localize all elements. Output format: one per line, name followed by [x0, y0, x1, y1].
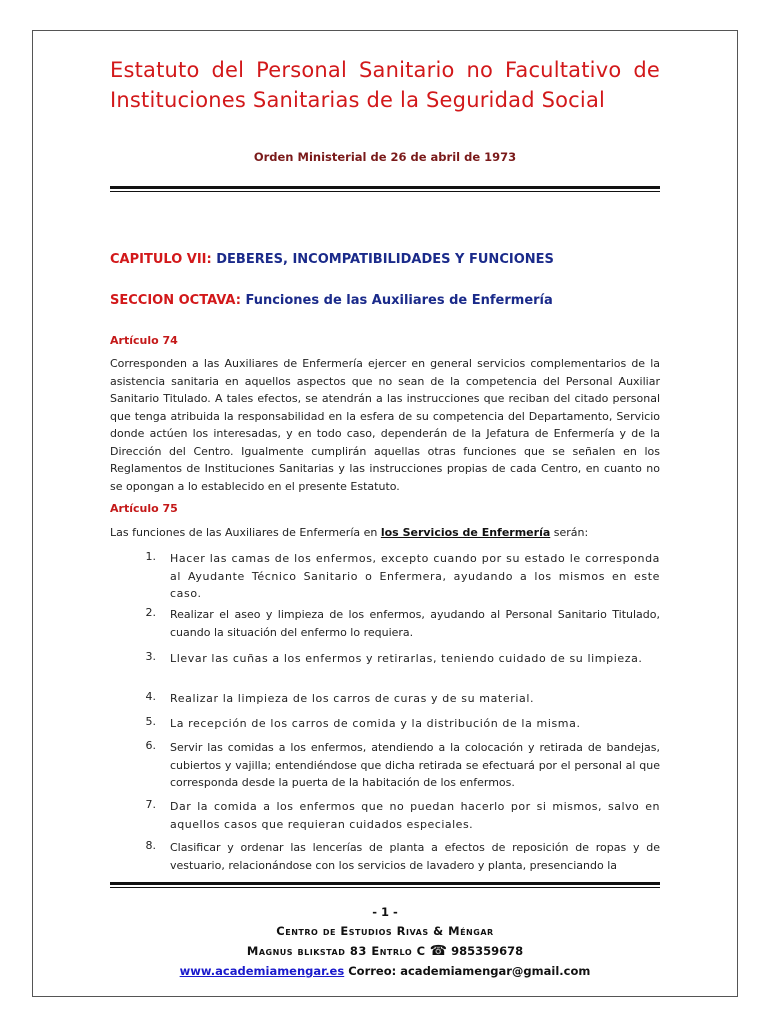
phone-number: 985359678	[451, 944, 524, 958]
header-divider	[110, 186, 660, 192]
list-item: 8. Clasificar y ordenar las lencerías de planta a efectos de reposición de ropas y de vestuario, relacionándose con los servicios de lavadero y planta, presenciando la	[145, 839, 660, 872]
document-title: Estatuto del Personal Sanitario no Facultativo de Instituciones Sanitarias de la Seguridad Social	[110, 58, 660, 112]
article-75-heading: Artículo 75	[110, 502, 178, 515]
intro-text-after: serán:	[550, 526, 589, 539]
article-74-body: Corresponden a las Auxiliares de Enfermería ejercer en general servicios complementarios de la asistencia sanitaria en aquellos aspectos que no sean de la competencia del Personal Auxiliar Sanitario Titulado. A tales efectos, se atendrán a las instrucciones que reciban del citado personal que tenga atribuida la responsabilidad en la esfera de su competencia del Departamento, Servicio donde actúen los interesadas, y en todo caso, dependerán de la Jefatura de Enfermería y de la Dirección del Centro. Igualmente cumplirán aquellas otras funciones que se señalen en los Reglamentos de Instituciones Sanitarias y las instrucciones propias de cada Centro, en cuanto no se opongan a lo establecido en el presente Estatuto.	[110, 357, 660, 493]
list-item: 1. Hacer las camas de los enfermos, excepto cuando por su estado le corresponda al Ayudante Técnico Sanitario o Enfermera, ayudando a los mismos en este caso.	[145, 550, 660, 600]
section-label: SECCION OCTAVA:	[110, 293, 241, 308]
list-item: 5. La recepción de los carros de comida y la distribución de la misma.	[145, 715, 581, 730]
chapter-label: CAPITULO VII:	[110, 252, 212, 267]
document-subtitle: Orden Ministerial de 26 de abril de 1973	[253, 150, 517, 164]
list-item: 3. Llevar las cuñas a los enfermos y retirarlas, teniendo cuidado de su limpieza.	[145, 650, 643, 665]
article-74-heading: Artículo 74	[110, 334, 178, 347]
list-item: 6. Servir las comidas a los enfermos, atendiendo a la colocación y retirada de bandejas, cubiertos y vajilla; entendiéndose que dicha retirada se efectuará por el personal al que corresponda desde la puerta de la habitación de los enfermos.	[145, 739, 660, 789]
section-heading	[110, 293, 553, 308]
chapter-heading	[110, 252, 554, 267]
email-label: Correo:	[348, 964, 397, 978]
footer-center-name: Centro de Estudios Rivas & Méngar	[276, 924, 494, 938]
chapter-title: DEBERES, INCOMPATIBILIDADES Y FUNCIONES	[216, 252, 554, 267]
list-item: 7. Dar la comida a los enfermos que no puedan hacerlo por si mismos, salvo en aquellos casos que requieran cuidados especiales.	[145, 798, 660, 831]
article-75-intro	[110, 526, 660, 539]
footer-contact	[110, 964, 660, 978]
list-item: 4. Realizar la limpieza de los carros de curas y de su material.	[145, 690, 535, 705]
section-title: Funciones de las Auxiliares de Enfermería	[245, 293, 553, 308]
footer-divider	[110, 882, 660, 888]
page-number: - 1 -	[372, 905, 398, 919]
email-address[interactable]: academiamengar@gmail.com	[400, 964, 591, 978]
website-link[interactable]: www.academiamengar.es	[179, 964, 345, 978]
list-item: 2. Realizar el aseo y limpieza de los enfermos, ayudando al Personal Sanitario Titulado, cuando la situación del enfermo lo requiera.	[145, 606, 660, 639]
footer-address: Magnus blikstad 83 Entrlo C ☎ 985359678	[246, 943, 524, 959]
phone-icon: ☎	[429, 943, 448, 959]
intro-text-before: Las funciones de las Auxiliares de Enfermería en	[110, 526, 381, 539]
servicios-enfermeria-link[interactable]: los Servicios de Enfermería	[380, 526, 551, 539]
